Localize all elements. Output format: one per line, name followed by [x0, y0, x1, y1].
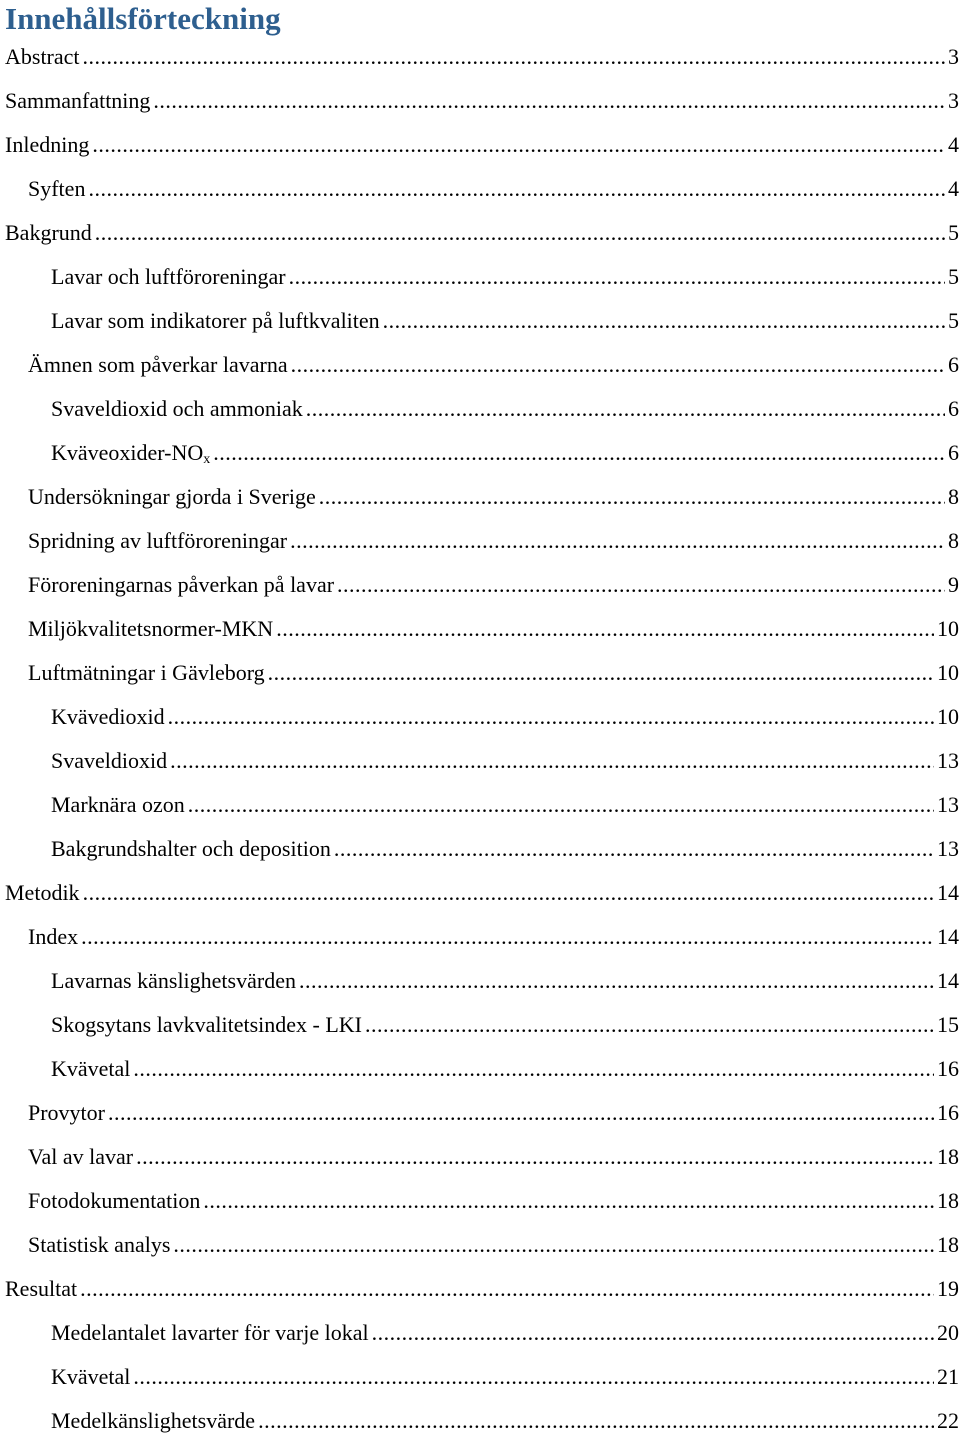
toc-dot-leader	[299, 959, 934, 1003]
toc-entry-label	[28, 343, 288, 387]
toc-entry-label	[28, 475, 316, 519]
toc-dot-leader	[88, 167, 945, 211]
toc-entry-page-number: 9	[948, 572, 959, 597]
toc-entry-label-text: Medelantalet lavarter för varje lokal	[51, 1320, 369, 1345]
toc-entry-label	[5, 1267, 77, 1311]
toc-entry[interactable]	[0, 255, 960, 299]
toc-entry-page-number: 13	[937, 792, 959, 817]
toc-dot-leader	[83, 871, 934, 915]
toc-dot-leader	[291, 343, 945, 387]
toc-entry[interactable]	[0, 1003, 960, 1047]
toc-entry-label	[51, 1355, 130, 1399]
toc-entry-label	[51, 299, 380, 343]
toc-entry-label-text: Föroreningarnas påverkan på lavar	[28, 572, 335, 597]
toc-entry-page-number: 8	[948, 528, 959, 553]
toc-entry-label-text: Spridning av luftföroreningar	[28, 528, 288, 553]
toc-entry-page-number: 4	[948, 176, 959, 201]
toc-entry-page-number: 5	[948, 264, 959, 289]
toc-entry[interactable]	[0, 1179, 960, 1223]
toc-entry-label-text: Resultat	[5, 1276, 78, 1301]
toc-entry-label-text: Abstract	[5, 44, 80, 69]
toc-dot-leader	[170, 739, 934, 783]
toc-entry-label-text: Bakgrundshalter och deposition	[51, 836, 331, 861]
toc-entry-label	[5, 123, 89, 167]
toc-dot-leader	[334, 827, 934, 871]
toc-entry-label	[28, 1179, 200, 1223]
toc-entry[interactable]	[0, 1047, 960, 1091]
toc-dot-leader	[203, 1179, 934, 1223]
toc-entry-label-text: Kväveoxider-NO	[51, 440, 204, 465]
toc-entry-page-number: 15	[937, 1012, 959, 1037]
toc-entry-page-number: 18	[937, 1232, 959, 1257]
toc-entry-label-text: Miljökvalitetsnormer-MKN	[28, 616, 274, 641]
toc-entry-page-number: 18	[937, 1144, 959, 1169]
toc-entry[interactable]	[0, 1399, 960, 1443]
toc-entry-page-number: 6	[948, 396, 959, 421]
toc-entry-label	[51, 695, 165, 739]
toc-entry[interactable]	[0, 783, 960, 827]
toc-dot-leader	[337, 563, 945, 607]
toc-title: Innehållsförteckning	[5, 1, 281, 36]
toc-entry[interactable]	[0, 1135, 960, 1179]
toc-dot-leader	[213, 431, 945, 475]
toc-entry-label-text: Svaveldioxid och ammoniak	[51, 396, 303, 421]
toc-entry-page-number: 16	[937, 1100, 959, 1125]
toc-dot-leader	[92, 123, 945, 167]
toc-entry-label	[28, 519, 287, 563]
toc-dot-leader	[372, 1311, 934, 1355]
toc-entry-page-number: 19	[937, 1276, 959, 1301]
toc-entry-label-text: Kvävetal	[51, 1364, 131, 1389]
toc-entry-page-number: 5	[948, 308, 959, 333]
toc-dot-leader	[188, 783, 934, 827]
toc-entry-label	[5, 79, 150, 123]
toc-entry-page-number: 3	[948, 44, 959, 69]
toc-dot-leader	[95, 211, 945, 255]
toc-entry-label-subscript: x	[203, 452, 211, 467]
toc-dot-leader	[136, 1135, 934, 1179]
toc-entry-label	[51, 431, 210, 475]
toc-entry[interactable]	[0, 1311, 960, 1355]
toc-dot-leader	[81, 915, 934, 959]
toc-dot-leader	[133, 1355, 934, 1399]
toc-entry[interactable]	[0, 299, 960, 343]
toc-entry-page-number: 6	[948, 352, 959, 377]
toc-entry-label	[28, 1223, 170, 1267]
toc-entry[interactable]	[0, 695, 960, 739]
toc-dot-leader	[306, 387, 945, 431]
toc-entry-label-text: Inledning	[5, 132, 90, 157]
toc-entry[interactable]	[0, 871, 960, 915]
toc-entry-label	[51, 1311, 369, 1355]
toc-entry-page-number: 14	[937, 924, 959, 949]
toc-entry[interactable]	[0, 739, 960, 783]
toc-entry-page-number: 5	[948, 220, 959, 245]
toc-entry-label	[51, 827, 331, 871]
toc-entry[interactable]	[0, 431, 960, 475]
toc-entry-label-text: Lavar som indikatorer på luftkvaliten	[51, 308, 380, 333]
toc-entry-page-number: 10	[937, 660, 959, 685]
toc-entry-page-number: 6	[948, 440, 959, 465]
toc-entry[interactable]	[0, 123, 960, 167]
toc-dot-leader	[108, 1091, 934, 1135]
toc-dot-leader	[289, 255, 945, 299]
toc-entry[interactable]	[0, 35, 960, 79]
toc-entry-label-text: Marknära ozon	[51, 792, 185, 817]
toc-entry-page-number: 10	[937, 616, 959, 641]
toc-entry-label	[5, 211, 92, 255]
toc-entry-page-number: 20	[937, 1320, 959, 1345]
toc-entry-page-number: 14	[937, 880, 959, 905]
toc-entry[interactable]	[0, 167, 960, 211]
toc-entry-page-number: 4	[948, 132, 959, 157]
toc-entry[interactable]	[0, 651, 960, 695]
toc-entry[interactable]	[0, 915, 960, 959]
toc-entry-label	[51, 387, 303, 431]
toc-entry-label-text: Statistisk analys	[28, 1232, 171, 1257]
toc-entry-label	[28, 607, 273, 651]
toc-dot-leader	[83, 35, 945, 79]
toc-entry[interactable]	[0, 1267, 960, 1311]
toc-entry-label	[28, 1135, 133, 1179]
toc-entry-page-number: 16	[937, 1056, 959, 1081]
toc-entry[interactable]	[0, 1355, 960, 1399]
toc-entry-label-text: Provytor	[28, 1100, 105, 1125]
toc-entry-label	[28, 915, 78, 959]
toc-dot-leader	[153, 79, 945, 123]
toc-entry[interactable]	[0, 959, 960, 1003]
toc-dot-leader	[319, 475, 945, 519]
toc-entry-label	[5, 871, 80, 915]
toc-entry-label	[51, 783, 185, 827]
toc-entry-page-number: 18	[937, 1188, 959, 1213]
toc-entry-page-number: 13	[937, 748, 959, 773]
toc-entry-label-text: Bakgrund	[5, 220, 92, 245]
toc-dot-leader	[268, 651, 934, 695]
toc-entry-label	[28, 651, 265, 695]
toc-entry-label-text: Kvävedioxid	[51, 704, 165, 729]
toc-entry-page-number: 13	[937, 836, 959, 861]
toc-entry-label	[51, 739, 167, 783]
toc-dot-leader	[258, 1399, 934, 1443]
toc-entry-label-text: Syften	[28, 176, 86, 201]
toc-entry-page-number: 14	[937, 968, 959, 993]
toc-entry-label-text: Index	[28, 924, 79, 949]
toc-dot-leader	[383, 299, 945, 343]
toc-dot-leader	[290, 519, 945, 563]
toc-dot-leader	[80, 1267, 934, 1311]
toc-dot-leader	[276, 607, 934, 651]
toc-entry-page-number: 3	[948, 88, 959, 113]
toc-entry[interactable]	[0, 387, 960, 431]
toc-entry-label-text: Ämnen som påverkar lavarna	[28, 352, 288, 377]
toc-entry[interactable]	[0, 563, 960, 607]
toc-entry-page-number: 21	[937, 1364, 959, 1389]
toc-entry-label-text: Luftmätningar i Gävleborg	[28, 660, 265, 685]
toc-entry-page-number: 22	[937, 1408, 959, 1433]
toc-entry-label	[28, 167, 85, 211]
toc-entry-label	[51, 255, 286, 299]
toc-entry-label	[51, 1003, 362, 1047]
toc-entry-label	[51, 959, 296, 1003]
toc-dot-leader	[365, 1003, 934, 1047]
toc-entry[interactable]	[0, 607, 960, 651]
toc-dot-leader	[168, 695, 934, 739]
toc-entry-page-number: 8	[948, 484, 959, 509]
toc-entry-label-text: Skogsytans lavkvalitetsindex - LKI	[51, 1012, 363, 1037]
toc-entry[interactable]	[0, 827, 960, 871]
toc-entry-label-text: Fotodokumentation	[28, 1188, 201, 1213]
toc-dot-leader	[133, 1047, 934, 1091]
toc-entry-label-text: Medelkänslighetsvärde	[51, 1408, 256, 1433]
toc-entry-label-text: Lavar och luftföroreningar	[51, 264, 286, 289]
toc-entry-label	[51, 1047, 130, 1091]
toc-entry[interactable]	[0, 79, 960, 123]
toc-entry-label-text: Sammanfattning	[5, 88, 151, 113]
toc-entry[interactable]	[0, 1223, 960, 1267]
toc-entry-label-text: Val av lavar	[28, 1144, 134, 1169]
toc-entry[interactable]	[0, 1091, 960, 1135]
toc-entry-label-text: Lavarnas känslighetsvärden	[51, 968, 296, 993]
toc-entry-label-text: Metodik	[5, 880, 80, 905]
toc-entry-label-text: Kvävetal	[51, 1056, 131, 1081]
toc-dot-leader	[173, 1223, 934, 1267]
toc-entry-page-number: 10	[937, 704, 959, 729]
toc-entry-label	[28, 563, 334, 607]
toc-entry[interactable]	[0, 343, 960, 387]
toc-entry[interactable]	[0, 211, 960, 255]
toc-list	[0, 35, 960, 1443]
toc-entry-label	[5, 35, 80, 79]
toc-entry-label-text: Svaveldioxid	[51, 748, 168, 773]
toc-entry[interactable]	[0, 475, 960, 519]
toc-entry[interactable]	[0, 519, 960, 563]
toc-entry-label	[51, 1399, 255, 1443]
toc-entry-label-text: Undersökningar gjorda i Sverige	[28, 484, 316, 509]
toc-entry-label	[28, 1091, 105, 1135]
